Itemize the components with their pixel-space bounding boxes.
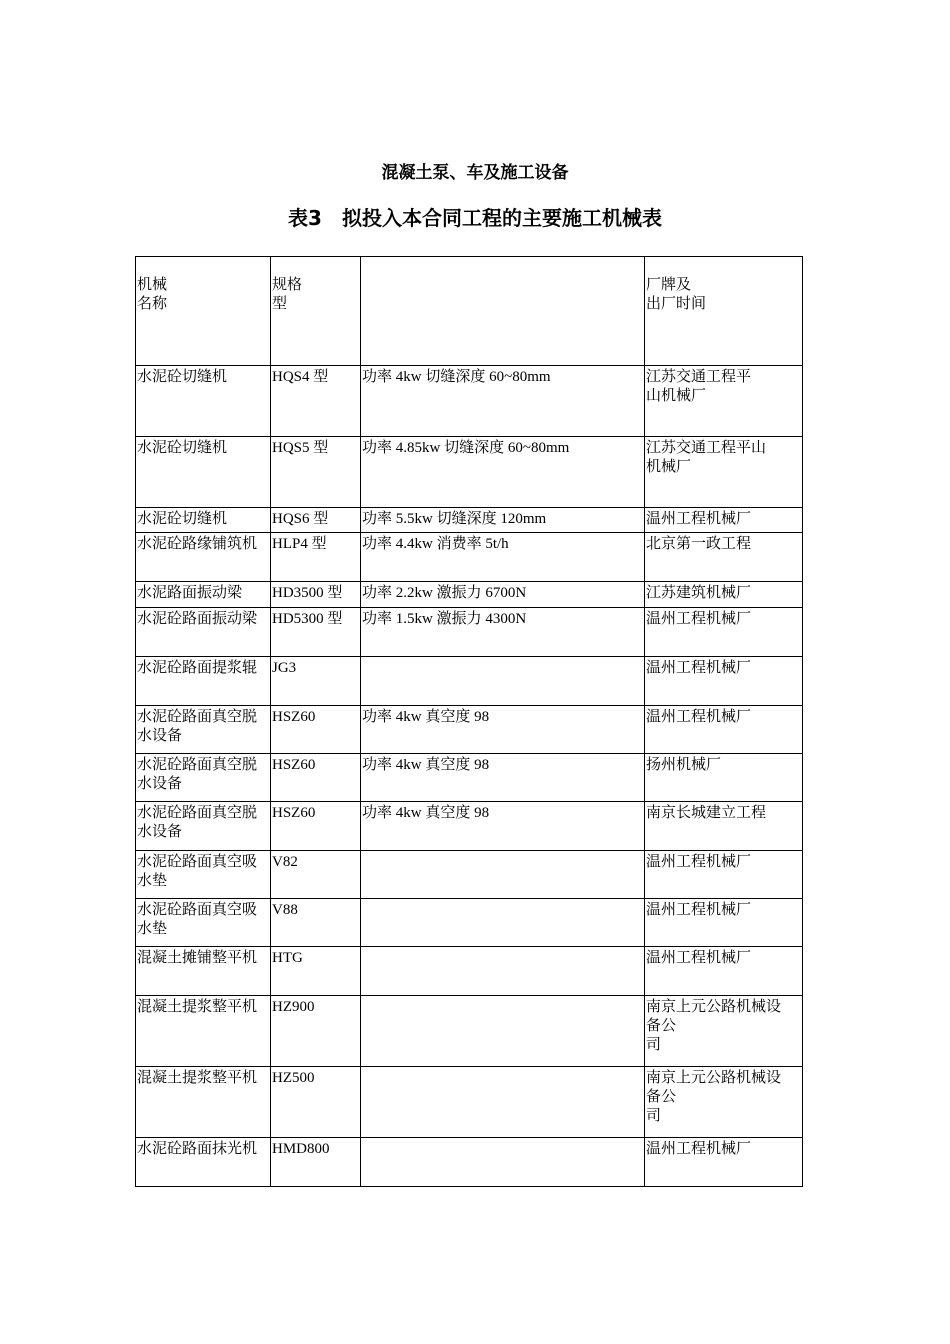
maker-cell [645, 508, 803, 533]
model-cell [271, 366, 361, 437]
cell-text-line: 南京上元公路机械设 [646, 1070, 782, 1086]
spec-cell [361, 802, 645, 851]
table-row [136, 1067, 803, 1138]
header-machine-name-cell [136, 257, 271, 366]
document-subtitle: 混凝土泵、车及施工设备 [381, 163, 569, 183]
maker-cell [645, 851, 803, 899]
maker-cell [645, 1138, 803, 1187]
machine-name-cell [136, 582, 271, 608]
model-cell [271, 899, 361, 947]
cell-text-line: HMD800 [272, 1141, 330, 1157]
machine-name-cell [136, 1067, 271, 1138]
cell-text-line: 水泥路面振动梁 [137, 585, 243, 601]
spec-cell [361, 754, 645, 802]
cell-text-line: V88 [272, 902, 298, 918]
cell-text-line: 机械 [137, 277, 168, 293]
cell-text-line: 水垫 [137, 873, 168, 889]
header-model-cell [271, 257, 361, 366]
cell-text-line: 扬州机械厂 [646, 757, 722, 773]
header-maker-cell [645, 257, 803, 366]
spec-cell [361, 947, 645, 996]
table-row [136, 706, 803, 754]
machinery-table [135, 256, 803, 1187]
spec-cell [361, 657, 645, 706]
spec-cell [361, 1138, 645, 1187]
maker-cell [645, 533, 803, 582]
machine-name-cell [136, 899, 271, 947]
machine-name-cell [136, 533, 271, 582]
cell-text-line: V82 [272, 854, 298, 870]
model-cell [271, 754, 361, 802]
cell-text-line: HQS6 型 [272, 511, 329, 527]
cell-text-line: HSZ60 [272, 709, 316, 725]
cell-text-line: 水泥砼切缝机 [137, 369, 228, 385]
model-cell [271, 996, 361, 1067]
cell-text-line: HQS4 型 [272, 369, 329, 385]
spec-cell [361, 899, 645, 947]
cell-text-line: 水设备 [137, 728, 183, 744]
cell-text-line: 温州工程机械厂 [646, 950, 752, 966]
model-cell [271, 508, 361, 533]
cell-text-line: 功率 1.5kw 激振力 4300N [362, 611, 527, 627]
cell-text-line: 功率 4.4kw 消费率 5t/h [362, 536, 509, 552]
machine-name-cell [136, 996, 271, 1067]
machine-name-cell [136, 851, 271, 899]
table-row [136, 657, 803, 706]
model-cell [271, 608, 361, 657]
maker-cell [645, 754, 803, 802]
cell-text-line: 温州工程机械厂 [646, 1141, 752, 1157]
maker-cell [645, 582, 803, 608]
table-row [136, 508, 803, 533]
cell-text-line: 水设备 [137, 776, 183, 792]
cell-text-line: 江苏交通工程平 [646, 369, 752, 385]
cell-text-line: 司 [646, 1037, 662, 1053]
cell-text-line: 水泥砼路面真空脱 [137, 805, 258, 821]
table-row [136, 582, 803, 608]
spec-cell [361, 706, 645, 754]
maker-cell [645, 437, 803, 508]
cell-text-line: 江苏建筑机械厂 [646, 585, 752, 601]
cell-text-line: 水设备 [137, 824, 183, 840]
machine-name-cell [136, 1138, 271, 1187]
table-row [136, 899, 803, 947]
cell-text-line: 温州工程机械厂 [646, 709, 752, 725]
cell-text-line: 机械厂 [646, 459, 692, 475]
cell-text-line: 南京上元公路机械设 [646, 999, 782, 1015]
model-cell [271, 851, 361, 899]
cell-text-line: 水泥砼路面真空吸 [137, 854, 258, 870]
cell-text-line: JG3 [272, 660, 297, 676]
cell-text-line: 混凝土提浆整平机 [137, 999, 258, 1015]
maker-cell [645, 657, 803, 706]
machine-name-cell [136, 608, 271, 657]
cell-text-line: 江苏交通工程平山 [646, 440, 767, 456]
table-row [136, 366, 803, 437]
cell-text-line: 功率 5.5kw 切缝深度 120mm [362, 511, 547, 527]
cell-text-line: 水泥砼路面抹光机 [137, 1141, 258, 1157]
spec-cell [361, 608, 645, 657]
machine-name-cell [136, 754, 271, 802]
cell-text-line: 水泥砼路面真空脱 [137, 709, 258, 725]
cell-text-line: HTG [272, 950, 303, 966]
spec-cell [361, 533, 645, 582]
cell-text-line: 功率 4kw 真空度 98 [362, 709, 490, 725]
maker-cell [645, 996, 803, 1067]
machinery-table-body [136, 257, 803, 1187]
machine-name-cell [136, 706, 271, 754]
table-row [136, 1138, 803, 1187]
cell-text-line: 温州工程机械厂 [646, 854, 752, 870]
machine-name-cell [136, 802, 271, 851]
cell-text-line: 规格 [272, 277, 303, 293]
model-cell [271, 947, 361, 996]
cell-text-line: 水泥砼路面真空脱 [137, 757, 258, 773]
cell-text-line: 混凝土提浆整平机 [137, 1070, 258, 1086]
machine-name-cell [136, 366, 271, 437]
table-row [136, 754, 803, 802]
table-row [136, 947, 803, 996]
spec-cell [361, 996, 645, 1067]
cell-text-line: 水泥砼路缘铺筑机 [137, 536, 258, 552]
model-cell [271, 1067, 361, 1138]
cell-text-line: 混凝土摊铺整平机 [137, 950, 258, 966]
table-title: 表3 拟投入本合同工程的主要施工机械表 [288, 206, 662, 230]
model-cell [271, 1138, 361, 1187]
cell-text-line: HD5300 型 [272, 611, 343, 627]
maker-cell [645, 947, 803, 996]
cell-text-line: 备公 [646, 1089, 677, 1105]
cell-text-line: 功率 4kw 切缝深度 60~80mm [362, 369, 551, 385]
cell-text-line: 名称 [137, 296, 168, 312]
cell-text-line: 南京长城建立工程 [646, 805, 767, 821]
model-cell [271, 582, 361, 608]
table-row [136, 437, 803, 508]
cell-text-line: 水泥砼切缝机 [137, 440, 228, 456]
cell-text-line: 山机械厂 [646, 388, 707, 404]
cell-text-line: HSZ60 [272, 757, 316, 773]
maker-cell [645, 706, 803, 754]
table-row [136, 608, 803, 657]
maker-cell [645, 1067, 803, 1138]
cell-text-line: 水垫 [137, 921, 168, 937]
cell-text-line: 功率 4kw 真空度 98 [362, 805, 490, 821]
cell-text-line: HZ500 [272, 1070, 315, 1086]
model-cell [271, 706, 361, 754]
cell-text-line: 厂牌及 [646, 277, 692, 293]
machine-name-cell [136, 508, 271, 533]
table-row [136, 533, 803, 582]
cell-text-line: 水泥砼路面真空吸 [137, 902, 258, 918]
maker-cell [645, 899, 803, 947]
spec-cell [361, 582, 645, 608]
cell-text-line: HD3500 型 [272, 585, 343, 601]
cell-text-line: 温州工程机械厂 [646, 611, 752, 627]
spec-cell [361, 437, 645, 508]
cell-text-line: HLP4 型 [272, 536, 327, 552]
cell-text-line: 北京第一政工程 [646, 536, 752, 552]
cell-text-line: 水泥砼路面提浆辊 [137, 660, 258, 676]
machine-name-cell [136, 437, 271, 508]
cell-text-line: 功率 4kw 真空度 98 [362, 757, 490, 773]
cell-text-line: 功率 4.85kw 切缝深度 60~80mm [362, 440, 570, 456]
spec-cell [361, 366, 645, 437]
table-row [136, 802, 803, 851]
spec-cell [361, 851, 645, 899]
model-cell [271, 437, 361, 508]
cell-text-line: HZ900 [272, 999, 315, 1015]
cell-text-line: 功率 2.2kw 激振力 6700N [362, 585, 527, 601]
maker-cell [645, 802, 803, 851]
table-header-row [136, 257, 803, 366]
cell-text-line: HQS5 型 [272, 440, 329, 456]
machine-name-cell [136, 947, 271, 996]
machine-name-cell [136, 657, 271, 706]
table-row [136, 851, 803, 899]
model-cell [271, 657, 361, 706]
maker-cell [645, 366, 803, 437]
spec-cell [361, 508, 645, 533]
cell-text-line: 备公 [646, 1018, 677, 1034]
model-cell [271, 802, 361, 851]
cell-text-line: 出厂时间 [646, 296, 707, 312]
cell-text-line: 水泥砼切缝机 [137, 511, 228, 527]
cell-text-line: 温州工程机械厂 [646, 511, 752, 527]
cell-text-line: 温州工程机械厂 [646, 660, 752, 676]
cell-text-line: 型 [272, 296, 288, 312]
cell-text-line: 水泥砼路面振动梁 [137, 611, 258, 627]
cell-text-line: 司 [646, 1108, 662, 1124]
cell-text-line: 温州工程机械厂 [646, 902, 752, 918]
cell-text-line: HSZ60 [272, 805, 316, 821]
model-cell [271, 533, 361, 582]
header-spec-cell [361, 257, 645, 366]
table-row [136, 996, 803, 1067]
spec-cell [361, 1067, 645, 1138]
maker-cell [645, 608, 803, 657]
